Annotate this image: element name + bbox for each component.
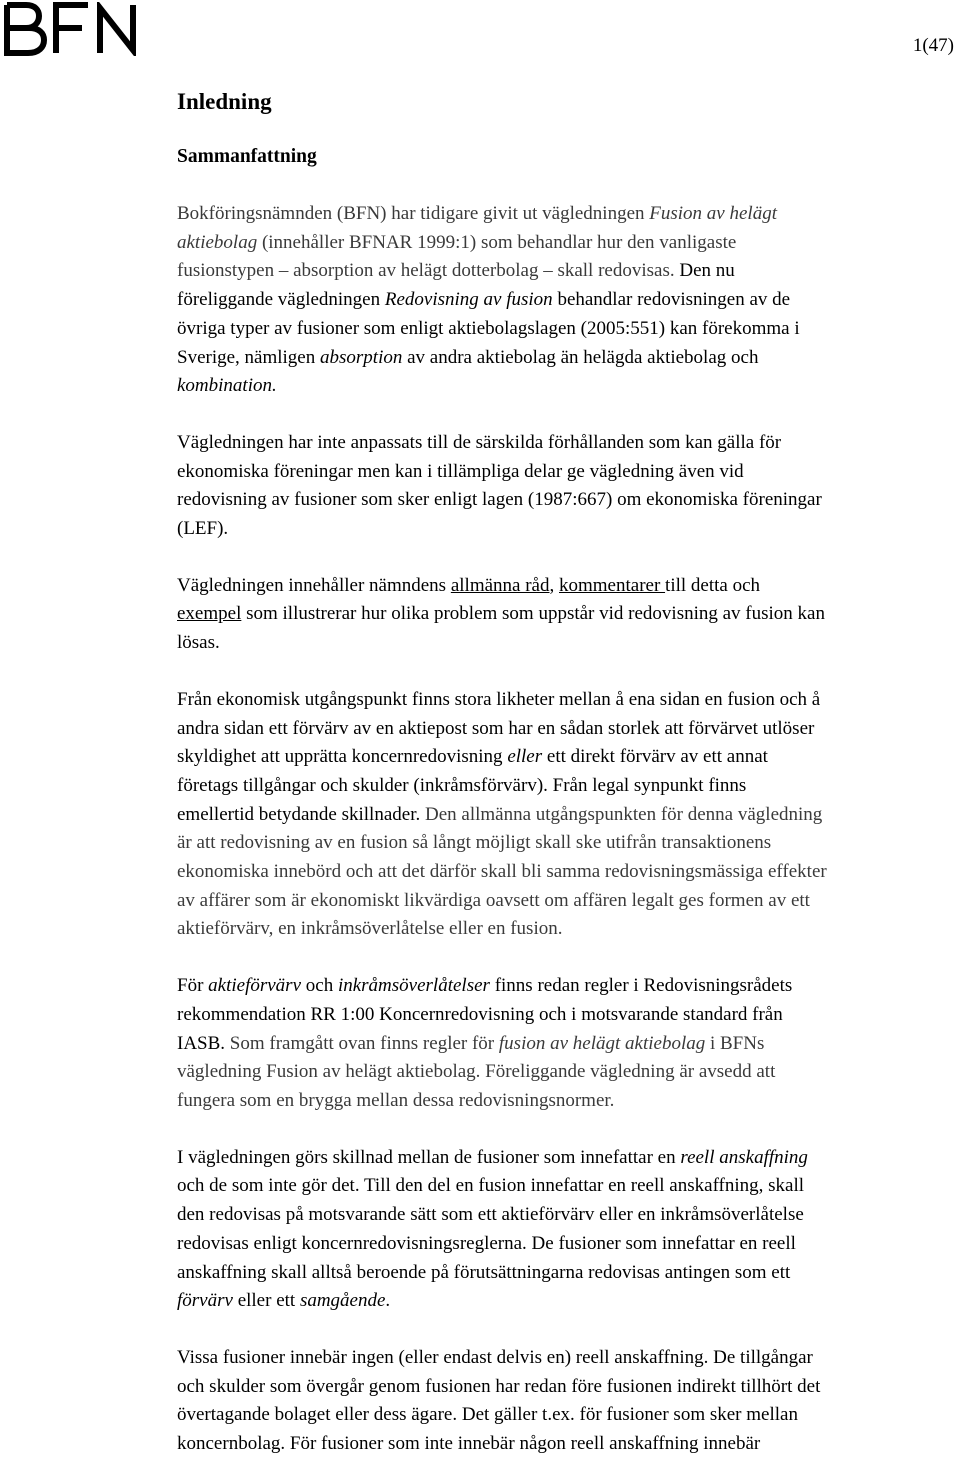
p5-text: rekommendation RR 1:00 Koncernredovisning och i motsvarande standard från	[177, 1003, 783, 1025]
page-number: 1(47)	[912, 35, 954, 56]
p4-text: andra sidan ett förvärv av en aktiepost som har en sådan storlek att förvärvet utlöser	[177, 717, 815, 739]
p4-text: ekonomiska innebörd och att det därför skall bli samma redovisningsmässiga effekter	[177, 861, 827, 883]
p4-text: Från ekonomisk utgångspunkt finns stora likheter mellan å ena sidan en fusion och å	[177, 688, 821, 710]
p5-text: fungera som en brygga mellan dessa redovisningsnormer.	[177, 1089, 615, 1111]
p4-italic-term: eller	[507, 746, 543, 768]
document-body	[177, 84, 960, 1459]
paragraph-7	[177, 1344, 960, 1459]
p6-text: .	[385, 1290, 391, 1312]
p5-text: i BFNs	[705, 1032, 765, 1054]
p1-text: av andra aktiebolag än helägda aktiebolag och	[402, 346, 759, 368]
p4-text: av affärer som är ekonomiskt likvärdiga oavsett om affären legalt ges formen av ett	[177, 889, 810, 911]
p6-text: I vägledningen görs skillnad mellan de fusioner som innefattar en	[177, 1146, 681, 1168]
p5-italic-term: aktieförvärv	[208, 975, 302, 997]
p1-text: föreliggande vägledningen	[177, 289, 385, 311]
p5-text: IASB.	[177, 1032, 226, 1054]
p2-text: redovisning av fusioner som sker enligt lagen (1987:667) om ekonomiska föreningar	[177, 489, 822, 511]
p4-text: skyldighet att upprätta koncernredovisning	[177, 746, 508, 768]
p3-text: ,	[549, 574, 559, 596]
page-title: Inledning	[177, 89, 272, 114]
section-heading: Sammanfattning	[177, 146, 317, 167]
p6-italic-term: samgående	[299, 1290, 386, 1312]
p5-italic-term: inkråmsöverlåtelser	[337, 975, 490, 997]
p7-text: och skulder som övergår genom fusionen har redan före fusionen indirekt tillhört det	[177, 1375, 821, 1397]
p5-text: vägledning Fusion av helägt aktiebolag. Föreliggande vägledning är avsedd att	[177, 1061, 776, 1083]
p1-italic-title-cont: aktiebolag	[177, 231, 258, 253]
paragraph-1	[177, 200, 960, 401]
p4-text: Den allmänna utgångspunkten för denna vägledning	[420, 803, 823, 825]
p6-italic-term: reell anskaffning	[680, 1146, 808, 1168]
p4-text: företags tillgångar och skulder (inkråmsförvärv). Från legal synpunkt finns	[177, 774, 747, 796]
p7-text: koncernbolag. För fusioner som inte innebär någon reell anskaffning innebär	[177, 1433, 761, 1455]
p3-text: lösas.	[177, 632, 220, 654]
p5-text: finns redan regler i Redovisningsrådets	[489, 975, 793, 997]
p1-text: Sverige, nämligen	[177, 346, 320, 368]
p4-text: ett direkt förvärv av ett annat	[542, 746, 768, 768]
p2-text: Vägledningen har inte anpassats till de särskilda förhållanden som kan gälla för	[177, 431, 782, 453]
p5-text: och	[301, 975, 338, 997]
p5-text: Som framgått ovan finns regler för	[225, 1032, 499, 1054]
p4-text: aktieförvärv, en inkråmsöverlåtelse eller en fusion.	[177, 918, 563, 940]
p1-text: fusionstypen – absorption av helägt dotterbolag – skall redovisas.	[177, 260, 675, 282]
p7-text: Vissa fusioner innebär ingen (eller endast delvis en) reell anskaffning. De tillgångar	[177, 1346, 813, 1368]
p3-underlined-term: kommentarer	[559, 574, 666, 596]
paragraph-5	[177, 972, 960, 1116]
p5-italic-term: fusion av helägt aktiebolag	[498, 1032, 706, 1054]
p6-text: redovisas enligt koncernredovisningsreglerna. De fusioner som innefattar en reell	[177, 1232, 796, 1254]
p3-text: till detta och	[665, 574, 761, 596]
paragraph-3	[177, 572, 960, 658]
paragraph-2	[177, 429, 960, 544]
paragraph-6	[177, 1144, 960, 1316]
p3-underlined-term: allmänna råd	[450, 574, 550, 596]
p1-italic-term: kombination.	[177, 375, 277, 397]
p3-underlined-term: exempel	[177, 603, 242, 625]
p5-text: För	[177, 975, 209, 997]
p4-text: emellertid betydande skillnader.	[177, 803, 421, 825]
p1-italic-title: Fusion av helägt	[649, 203, 777, 224]
p4-text: är att redovisning av en fusion så långt möjligt skall ske utifrån transaktionens	[177, 832, 772, 854]
p6-text: anskaffning skall alltså beroende på förutsättningarna redovisas antingen som ett	[177, 1261, 791, 1283]
p6-text: eller ett	[232, 1290, 300, 1312]
p6-italic-term: förvärv	[177, 1290, 233, 1312]
p1-italic-term: absorption	[320, 346, 403, 368]
p7-text: övertagande bolaget eller dess ägare. Det gäller t.ex. för fusioner som sker mellan	[177, 1404, 798, 1426]
p1-text: behandlar redovisningen av de	[552, 289, 791, 311]
p2-text: (LEF).	[177, 518, 229, 540]
p1-italic-title: Redovisning av fusion	[384, 289, 553, 311]
p2-text: ekonomiska föreningar men kan i tillämpliga delar ge vägledning även vid	[177, 460, 744, 482]
paragraph-4	[177, 686, 960, 944]
p6-text: den redovisas på motsvarande sätt som ett aktieförvärv eller en inkråmsöverlåtelse	[177, 1204, 804, 1226]
p3-text: som illustrerar hur olika problem som uppstår vid redovisning av fusion kan	[241, 603, 825, 625]
p1-text: övriga typer av fusioner som enligt aktiebolagslagen (2005:551) kan förekomma i	[177, 317, 800, 339]
p3-text: Vägledningen innehåller nämndens	[177, 574, 451, 596]
p6-text: och de som inte gör det. Till den del en fusion innefattar en reell anskaffning, skall	[177, 1175, 805, 1197]
p1-text: (innehåller BFNAR 1999:1) som behandlar hur den vanligaste	[257, 231, 737, 253]
p1-text: Bokföringsnämnden (BFN) har tidigare givit ut vägledningen	[177, 203, 650, 224]
bfn-logo	[2, 2, 140, 56]
p1-text: Den nu	[674, 260, 735, 282]
